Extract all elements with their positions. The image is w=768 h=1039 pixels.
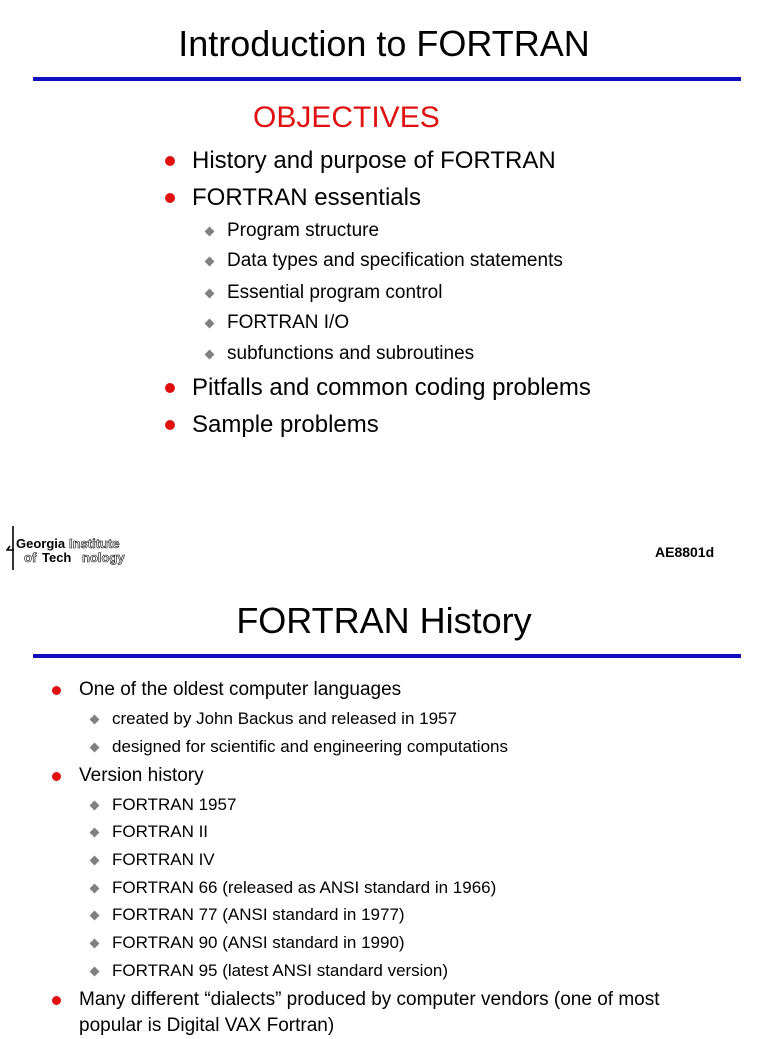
objectives-heading: OBJECTIVES bbox=[253, 101, 440, 134]
sub-list-item-text: FORTRAN 90 (ANSI standard in 1990) bbox=[112, 933, 405, 952]
sub-list-item-text: FORTRAN II bbox=[112, 822, 209, 841]
slide2-title: FORTRAN History bbox=[236, 600, 532, 641]
bullet-diamond-icon bbox=[90, 800, 100, 810]
logo-mark bbox=[7, 526, 14, 570]
list-item bbox=[52, 677, 401, 703]
sub-list-item-text: Data types and specification statements bbox=[227, 250, 563, 271]
list-item-text: Many different “dialects” produced by computer vendors (one of most popular is Digital VAX Fortran) bbox=[79, 989, 660, 1036]
logo-georgia: Georgia bbox=[16, 536, 66, 551]
bullet-diamond-icon bbox=[205, 318, 215, 328]
sub-list-item bbox=[52, 903, 405, 927]
sub-list-item-text: created by John Backus and released in 1957 bbox=[112, 709, 457, 728]
bullet-diamond-icon bbox=[90, 827, 100, 837]
bullet-diamond-icon bbox=[205, 226, 215, 236]
sub-list-item bbox=[165, 219, 379, 243]
list-item bbox=[165, 410, 379, 440]
sub-list-item-text: FORTRAN 77 (ANSI standard in 1977) bbox=[112, 905, 405, 924]
bullet-diamond-icon bbox=[205, 256, 215, 266]
sub-list-item-text: FORTRAN 95 (latest ANSI standard version) bbox=[112, 961, 449, 980]
list-item-text: Sample problems bbox=[192, 411, 379, 438]
list-item-text: Pitfalls and common coding problems bbox=[192, 374, 591, 401]
course-code: AE8801d bbox=[655, 544, 715, 560]
logo-of: of bbox=[24, 550, 37, 565]
sub-list-item bbox=[52, 876, 496, 900]
sub-list-item-text: subfunctions and subroutines bbox=[227, 343, 475, 364]
bullet-diamond-icon bbox=[90, 855, 100, 865]
list-item-text: One of the oldest computer languages bbox=[79, 679, 402, 700]
bullet-diamond-icon bbox=[205, 288, 215, 298]
sub-list-item-text: designed for scientific and engineering computations bbox=[112, 737, 508, 756]
bullet-diamond-icon bbox=[90, 966, 100, 976]
sub-list-item-text: Program structure bbox=[227, 220, 380, 241]
sub-list-item bbox=[52, 735, 508, 759]
bullet-dot-icon bbox=[165, 383, 175, 393]
sub-list-item-text: FORTRAN 66 (released as ANSI standard in 1966) bbox=[112, 878, 497, 897]
list-item-text: Version history bbox=[79, 765, 204, 786]
list-item bbox=[165, 146, 556, 176]
sub-list-item bbox=[165, 281, 442, 305]
bullet-diamond-icon bbox=[90, 883, 100, 893]
title-divider bbox=[33, 77, 741, 81]
list-item bbox=[52, 987, 712, 1039]
bullet-diamond-icon bbox=[90, 938, 100, 948]
bullet-dot-icon bbox=[165, 156, 175, 166]
sub-list-item bbox=[52, 707, 457, 731]
bullet-diamond-icon bbox=[90, 714, 100, 724]
sub-list-item bbox=[165, 249, 563, 273]
list-item-text: FORTRAN essentials bbox=[192, 184, 421, 211]
sub-list-item bbox=[165, 342, 474, 366]
logo-nology: nology bbox=[82, 550, 125, 565]
list-item bbox=[165, 183, 421, 213]
sub-list-item-text: FORTRAN IV bbox=[112, 850, 215, 869]
sub-list-item bbox=[52, 959, 448, 983]
sub-list-item-text: FORTRAN I/O bbox=[227, 312, 350, 333]
sub-list-item bbox=[52, 931, 405, 955]
georgia-tech-logo bbox=[6, 524, 158, 572]
sub-list-item bbox=[52, 820, 208, 844]
bullet-dot-icon bbox=[52, 686, 61, 695]
slide1-title: Introduction to FORTRAN bbox=[178, 23, 590, 64]
bullet-diamond-icon bbox=[205, 349, 215, 359]
sub-list-item bbox=[52, 793, 236, 817]
logo-tech: Tech bbox=[42, 550, 72, 565]
title-divider bbox=[33, 654, 741, 658]
sub-list-item bbox=[165, 311, 349, 335]
bullet-diamond-icon bbox=[90, 910, 100, 920]
bullet-dot-icon bbox=[165, 193, 175, 203]
sub-list-item-text: FORTRAN 1957 bbox=[112, 795, 237, 814]
logo-institute: Institute bbox=[69, 536, 120, 551]
bullet-diamond-icon bbox=[90, 742, 100, 752]
bullet-dot-icon bbox=[52, 996, 61, 1005]
list-item-text: History and purpose of FORTRAN bbox=[192, 147, 556, 174]
bullet-dot-icon bbox=[52, 772, 61, 781]
list-item bbox=[52, 763, 204, 789]
bullet-dot-icon bbox=[165, 420, 175, 430]
sub-list-item-text: Essential program control bbox=[227, 282, 443, 303]
sub-list-item bbox=[52, 848, 215, 872]
list-item bbox=[165, 373, 591, 403]
